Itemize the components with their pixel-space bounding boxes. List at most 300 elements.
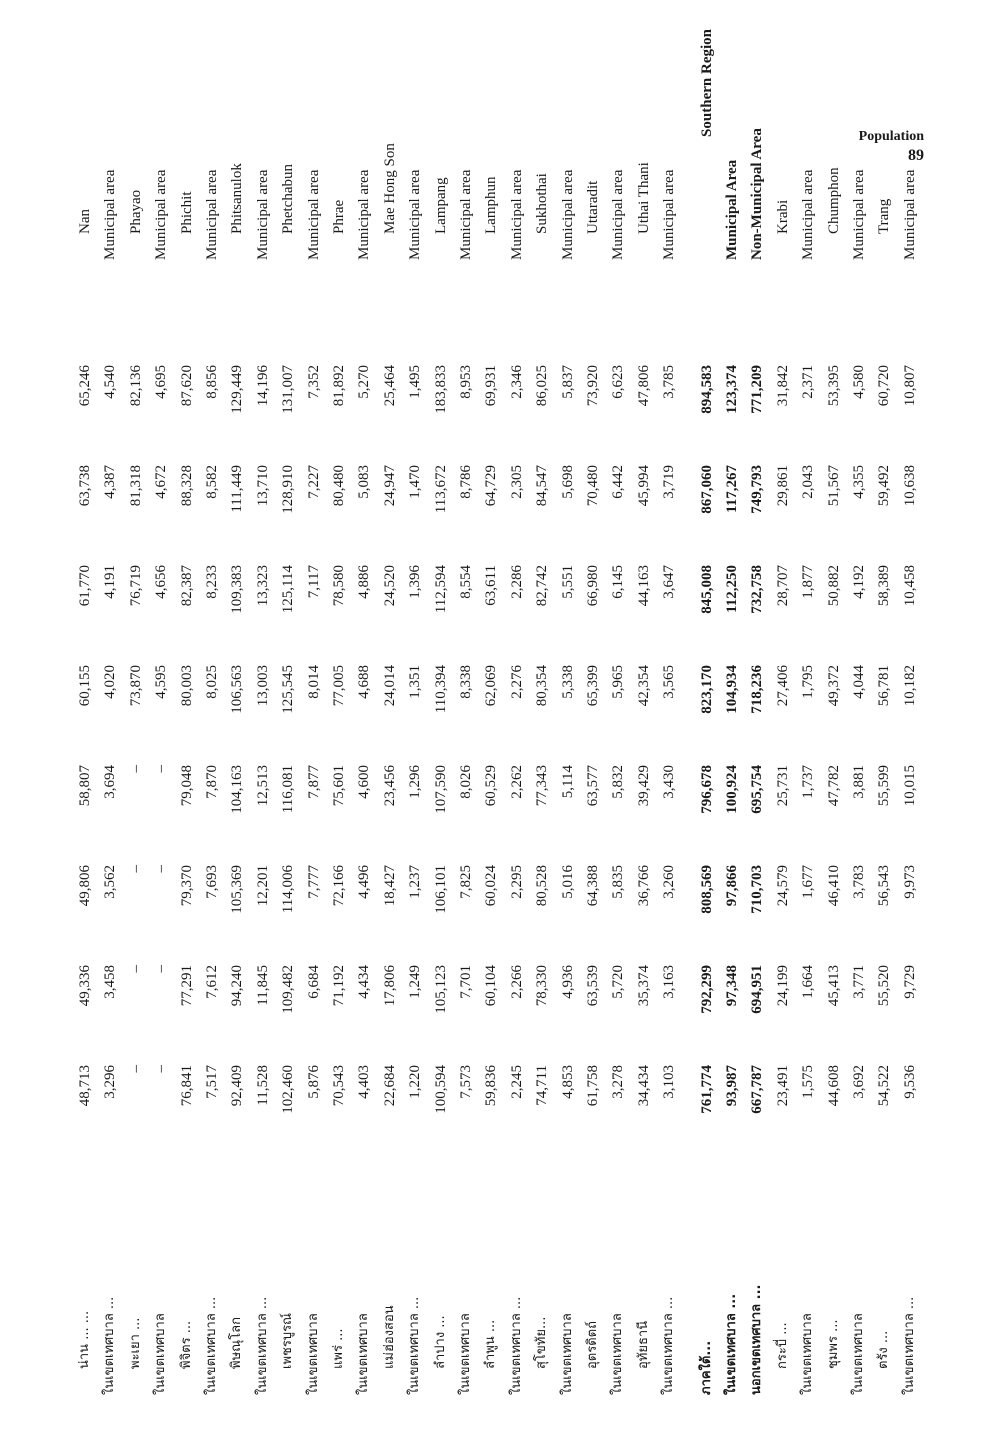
- value-cell: 10,458: [901, 565, 918, 607]
- thai-label: ในเขตเทศบาล ...: [407, 1296, 423, 1395]
- value-cell: 7,352: [305, 365, 322, 399]
- value-cell: 117,267: [724, 465, 740, 513]
- value-cell: 4,540: [102, 365, 119, 399]
- value-cell: 80,528: [534, 865, 551, 907]
- english-label: Municipal area: [254, 169, 271, 260]
- value-cell: 48,713: [77, 1065, 93, 1107]
- value-cell: 106,101: [432, 865, 449, 914]
- value-cell: 5,083: [356, 465, 373, 499]
- english-label: Municipal area: [305, 169, 322, 260]
- value-cell: 69,931: [483, 365, 500, 407]
- value-cell: 39,429: [635, 765, 652, 807]
- english-label: Municipal area: [102, 169, 119, 260]
- value-cell: 2,346: [508, 365, 525, 399]
- table-row: [478, 25, 504, 1395]
- value-cell: 45,413: [825, 965, 842, 1007]
- thai-label: สุโขทัย...: [534, 1316, 550, 1369]
- value-cell: 75,601: [331, 765, 347, 807]
- value-cell: 183,833: [432, 365, 449, 414]
- value-cell: 7,777: [305, 865, 322, 899]
- value-cell: 49,336: [77, 965, 93, 1007]
- value-cell: 86,025: [534, 365, 551, 407]
- value-cell: 46,410: [825, 865, 842, 907]
- value-cell: 3,103: [661, 1065, 678, 1099]
- table-row: [821, 25, 847, 1395]
- value-cell: 7,573: [458, 1065, 474, 1099]
- value-cell: 11,845: [254, 965, 271, 1006]
- value-cell: 771,209: [749, 365, 766, 414]
- value-cell: 4,695: [153, 365, 170, 399]
- table-row: [97, 25, 123, 1395]
- value-cell: 17,806: [381, 965, 398, 1007]
- value-cell: 81,318: [127, 465, 144, 507]
- value-cell: 64,729: [483, 465, 500, 507]
- value-cell: 63,577: [585, 765, 601, 807]
- english-label: Non-Municipal Area: [749, 128, 766, 260]
- value-cell: 718,236: [749, 665, 766, 714]
- value-cell: 4,403: [356, 1065, 373, 1099]
- value-cell: 4,387: [102, 465, 119, 499]
- value-cell: 87,620: [178, 365, 195, 407]
- value-cell: 3,692: [851, 1065, 867, 1099]
- value-cell: 8,338: [458, 665, 474, 699]
- value-cell: –: [127, 1065, 144, 1073]
- value-cell: 73,870: [127, 665, 144, 707]
- value-cell: 78,330: [534, 965, 551, 1007]
- value-cell: 4,355: [851, 465, 867, 499]
- value-cell: 4,192: [851, 565, 867, 599]
- value-cell: 5,876: [305, 1065, 322, 1099]
- thai-label: ลำปาง ...: [432, 1315, 448, 1369]
- value-cell: 6,623: [610, 365, 627, 399]
- english-label: Lamphun: [483, 176, 500, 234]
- table-row: [795, 25, 821, 1395]
- value-cell: 60,529: [483, 765, 500, 807]
- value-cell: 109,482: [280, 965, 297, 1014]
- thai-label: เพชรบูรณ์: [280, 1312, 296, 1369]
- value-cell: 1,249: [407, 965, 424, 999]
- value-cell: 74,711: [534, 1065, 551, 1106]
- value-cell: 36,766: [635, 865, 652, 907]
- table-row: [871, 25, 897, 1395]
- value-cell: 63,611: [483, 565, 500, 606]
- value-cell: 1,575: [800, 1065, 817, 1099]
- value-cell: 73,920: [585, 365, 601, 407]
- thai-label: ในเขตเทศบาล: [800, 1313, 816, 1395]
- value-cell: 62,069: [483, 665, 500, 707]
- value-cell: 4,434: [356, 965, 373, 999]
- value-cell: 1,664: [800, 965, 817, 999]
- value-cell: 1,737: [800, 765, 817, 799]
- value-cell: 18,427: [381, 865, 398, 907]
- value-cell: 113,672: [432, 465, 449, 514]
- value-cell: 7,612: [204, 965, 220, 999]
- thai-label: ในเขตเทศบาล: [851, 1313, 866, 1395]
- value-cell: 97,348: [724, 965, 740, 1007]
- population-table: [68, 25, 928, 1395]
- value-cell: 3,647: [661, 565, 678, 599]
- value-cell: 105,369: [229, 865, 246, 914]
- english-label: Uthai Thani: [635, 162, 652, 234]
- value-cell: 88,328: [178, 465, 195, 507]
- value-cell: 81,892: [331, 365, 347, 407]
- table-row: [605, 25, 631, 1395]
- value-cell: 104,163: [229, 765, 246, 814]
- table-row: [351, 25, 377, 1395]
- value-cell: 9,729: [901, 965, 918, 999]
- value-cell: 1,877: [800, 565, 817, 599]
- value-cell: 61,758: [585, 1065, 601, 1107]
- thai-label: กระบี่ ...: [774, 1322, 790, 1369]
- value-cell: 7,517: [204, 1065, 220, 1099]
- value-cell: 792,299: [698, 965, 715, 1014]
- value-cell: 24,199: [774, 965, 791, 1007]
- value-cell: 2,286: [508, 565, 525, 599]
- value-cell: 796,678: [698, 765, 715, 814]
- value-cell: 70,480: [585, 465, 601, 507]
- table-row: [694, 25, 720, 1395]
- english-label: Uttaradit: [585, 180, 601, 234]
- value-cell: 5,832: [610, 765, 627, 799]
- value-cell: 2,043: [800, 465, 817, 499]
- value-cell: 8,582: [204, 465, 220, 499]
- value-cell: –: [127, 765, 144, 773]
- value-cell: 1,795: [800, 665, 817, 699]
- value-cell: 7,825: [458, 865, 474, 899]
- table-row: [770, 25, 796, 1395]
- thai-label: นอกเขตเทศบาล ...: [749, 1284, 765, 1395]
- value-cell: 80,003: [178, 665, 195, 707]
- value-cell: 47,782: [825, 765, 842, 807]
- table-row: [402, 25, 428, 1395]
- value-cell: 80,480: [331, 465, 347, 507]
- value-cell: 7,227: [305, 465, 322, 499]
- thai-label: แพร่ ...: [331, 1328, 346, 1369]
- value-cell: 64,388: [585, 865, 601, 907]
- value-cell: 9,536: [901, 1065, 918, 1099]
- value-cell: 111,449: [229, 465, 246, 513]
- page-number: 89: [908, 147, 924, 164]
- value-cell: 125,545: [280, 665, 297, 714]
- value-cell: 1,351: [407, 665, 424, 699]
- value-cell: 845,008: [698, 565, 715, 614]
- value-cell: 129,449: [229, 365, 246, 414]
- english-label: Municipal area: [610, 169, 627, 260]
- thai-label: ในเขตเทศบาล: [356, 1313, 372, 1395]
- value-cell: 10,638: [901, 465, 918, 507]
- value-cell: 6,145: [610, 565, 627, 599]
- english-label: Phichit: [178, 191, 195, 234]
- value-cell: 8,786: [458, 465, 474, 499]
- value-cell: 732,758: [749, 565, 766, 614]
- value-cell: 79,370: [178, 865, 195, 907]
- value-cell: 2,371: [800, 365, 817, 399]
- table-row: [301, 25, 327, 1395]
- value-cell: 3,771: [851, 965, 867, 999]
- value-cell: 93,987: [724, 1065, 740, 1107]
- value-cell: 4,191: [102, 565, 119, 599]
- value-cell: 3,163: [661, 965, 678, 999]
- english-label: Nan: [77, 209, 93, 234]
- value-cell: 3,296: [102, 1065, 119, 1099]
- value-cell: 5,698: [559, 465, 576, 499]
- table-row: [72, 25, 98, 1395]
- value-cell: 3,260: [661, 865, 678, 899]
- value-cell: 8,014: [305, 665, 322, 699]
- value-cell: 116,081: [280, 765, 297, 814]
- value-cell: 4,853: [559, 1065, 576, 1099]
- table-row: [897, 25, 923, 1395]
- value-cell: 105,123: [432, 965, 449, 1014]
- value-cell: 49,372: [825, 665, 842, 707]
- value-cell: –: [153, 765, 170, 773]
- thai-label: แม่ฮ่องสอน: [381, 1305, 397, 1369]
- value-cell: 60,720: [876, 365, 893, 407]
- thai-label: ในเขตเทศบาล ...: [254, 1296, 270, 1395]
- value-cell: 2,262: [508, 765, 525, 799]
- value-cell: 13,710: [254, 465, 271, 507]
- english-label: Municipal area: [800, 169, 817, 260]
- value-cell: 4,886: [356, 565, 373, 599]
- value-cell: 34,434: [635, 1065, 652, 1107]
- english-label: Municipal area: [508, 169, 525, 260]
- value-cell: 23,491: [774, 1065, 791, 1107]
- value-cell: 13,323: [254, 565, 271, 607]
- value-cell: 7,701: [458, 965, 474, 999]
- value-cell: 29,861: [774, 465, 791, 507]
- thai-label: พะเยา ...: [127, 1317, 143, 1369]
- value-cell: 4,044: [851, 665, 867, 699]
- value-cell: –: [153, 865, 170, 873]
- value-cell: 60,155: [77, 665, 93, 707]
- value-cell: 894,583: [698, 365, 715, 414]
- value-cell: 4,656: [153, 565, 170, 599]
- thai-label: ในเขตเทศบาล ...: [724, 1293, 739, 1395]
- table-row: [529, 25, 555, 1395]
- english-label: Sukhothai: [534, 173, 551, 234]
- value-cell: 1,220: [407, 1065, 424, 1099]
- english-label: Municipal Area: [724, 159, 740, 260]
- table-row: [744, 25, 770, 1395]
- thai-label: ภาคใต้...: [698, 1340, 714, 1395]
- table-row: [148, 25, 174, 1395]
- table-row: [123, 25, 149, 1395]
- thai-label: ในเขตเทศบาล: [458, 1313, 473, 1395]
- value-cell: 102,460: [280, 1065, 297, 1114]
- value-cell: 10,182: [901, 665, 918, 707]
- value-cell: 12,201: [254, 865, 271, 907]
- value-cell: 56,781: [876, 665, 893, 707]
- value-cell: 1,237: [407, 865, 424, 899]
- value-cell: 47,806: [635, 365, 652, 407]
- english-label: Phitsanulok: [229, 163, 246, 234]
- english-label: Lampang: [432, 177, 449, 234]
- english-label: Phrae: [331, 199, 347, 234]
- table-row: [224, 25, 250, 1395]
- value-cell: 97,866: [724, 865, 740, 907]
- value-cell: 82,742: [534, 565, 551, 607]
- table-row: [656, 25, 682, 1395]
- thai-label: ในเขตเทศบาล ...: [661, 1296, 677, 1395]
- thai-label: น่าน ... ...: [77, 1310, 92, 1369]
- thai-label: ในเขตเทศบาล: [559, 1313, 575, 1395]
- table-row: [428, 25, 454, 1395]
- table-row: [719, 25, 745, 1395]
- table-row: [631, 25, 657, 1395]
- value-cell: –: [127, 965, 144, 973]
- value-cell: 60,024: [483, 865, 500, 907]
- value-cell: 92,409: [229, 1065, 246, 1107]
- value-cell: 114,006: [280, 865, 297, 914]
- value-cell: 55,520: [876, 965, 893, 1007]
- value-cell: 8,025: [204, 665, 220, 699]
- value-cell: 59,492: [876, 465, 893, 507]
- value-cell: 76,719: [127, 565, 144, 607]
- thai-label: ในเขตเทศบาล: [153, 1313, 169, 1395]
- thai-label: ในเขตเทศบาล ...: [901, 1296, 917, 1395]
- value-cell: 45,994: [635, 465, 652, 507]
- value-cell: 7,870: [204, 765, 220, 799]
- thai-label: อุทัยธานี: [635, 1320, 651, 1369]
- value-cell: 1,495: [407, 365, 424, 399]
- thai-label: อุตรดิตถ์: [585, 1321, 600, 1369]
- value-cell: 50,882: [825, 565, 842, 607]
- value-cell: 4,496: [356, 865, 373, 899]
- value-cell: 123,374: [724, 365, 740, 414]
- english-label: Municipal area: [356, 169, 373, 260]
- value-cell: 10,807: [901, 365, 918, 407]
- running-head: Population: [858, 129, 924, 144]
- value-cell: 53,395: [825, 365, 842, 407]
- value-cell: 66,980: [585, 565, 601, 607]
- value-cell: 23,456: [381, 765, 398, 807]
- thai-label: ในเขตเทศบาล: [305, 1313, 321, 1395]
- value-cell: 9,973: [901, 865, 918, 899]
- value-cell: 4,600: [356, 765, 373, 799]
- value-cell: 8,233: [204, 565, 220, 599]
- english-label: Chumphon: [825, 167, 842, 234]
- value-cell: 5,965: [610, 665, 627, 699]
- value-cell: 82,136: [127, 365, 144, 407]
- value-cell: 1,296: [407, 765, 424, 799]
- value-cell: 694,951: [749, 965, 766, 1014]
- value-cell: 82,387: [178, 565, 195, 607]
- value-cell: 112,250: [724, 565, 740, 613]
- value-cell: 77,343: [534, 765, 551, 807]
- value-cell: 24,520: [381, 565, 398, 607]
- value-cell: 80,354: [534, 665, 551, 707]
- value-cell: 22,684: [381, 1065, 398, 1107]
- value-cell: 13,003: [254, 665, 271, 707]
- value-cell: 35,374: [635, 965, 652, 1007]
- thai-label: ในเขตเทศบาล ...: [508, 1296, 524, 1395]
- english-label: Phetchabun: [280, 164, 297, 234]
- value-cell: 63,539: [585, 965, 601, 1007]
- value-cell: 8,554: [458, 565, 474, 599]
- value-cell: 112,594: [432, 565, 449, 614]
- english-label: Municipal area: [153, 169, 170, 260]
- value-cell: 54,522: [876, 1065, 893, 1107]
- value-cell: 25,731: [774, 765, 791, 807]
- value-cell: 2,245: [508, 1065, 525, 1099]
- thai-label: ชุมพร ...: [825, 1319, 841, 1369]
- value-cell: 3,565: [661, 665, 678, 699]
- value-cell: 131,007: [280, 365, 297, 414]
- value-cell: 42,354: [635, 665, 652, 707]
- value-cell: –: [127, 865, 144, 873]
- value-cell: 3,719: [661, 465, 678, 499]
- value-cell: 28,707: [774, 565, 791, 607]
- value-cell: 44,163: [635, 565, 652, 607]
- value-cell: 3,694: [102, 765, 119, 799]
- value-cell: 72,166: [331, 865, 347, 907]
- table-row: [580, 25, 606, 1395]
- value-cell: 58,807: [77, 765, 93, 807]
- value-cell: 94,240: [229, 965, 246, 1007]
- english-label: Krabi: [774, 199, 791, 234]
- value-cell: 6,442: [610, 465, 627, 499]
- english-label: Municipal area: [204, 169, 220, 260]
- english-label: Municipal area: [901, 169, 918, 260]
- value-cell: 749,793: [749, 465, 766, 514]
- value-cell: 79,048: [178, 765, 195, 807]
- table-row: [377, 25, 403, 1395]
- value-cell: 109,383: [229, 565, 246, 614]
- value-cell: 761,774: [698, 1065, 715, 1114]
- value-cell: 24,014: [381, 665, 398, 707]
- value-cell: 63,738: [77, 465, 93, 507]
- thai-label: พิษณุโลก: [229, 1316, 245, 1369]
- value-cell: 2,276: [508, 665, 525, 699]
- table-row: [250, 25, 276, 1395]
- value-cell: 44,608: [825, 1065, 842, 1107]
- value-cell: 3,881: [851, 765, 867, 799]
- value-cell: 78,580: [331, 565, 347, 607]
- value-cell: 71,192: [331, 965, 347, 1007]
- value-cell: 3,783: [851, 865, 867, 899]
- value-cell: 110,394: [432, 665, 449, 714]
- value-cell: 61,770: [77, 565, 93, 607]
- value-cell: 7,693: [204, 865, 220, 899]
- english-label: Municipal area: [559, 169, 576, 260]
- value-cell: 7,877: [305, 765, 322, 799]
- value-cell: 8,953: [458, 365, 474, 399]
- english-label: Municipal area: [458, 169, 474, 260]
- value-cell: 125,114: [280, 565, 297, 614]
- value-cell: 5,338: [559, 665, 576, 699]
- value-cell: 4,672: [153, 465, 170, 499]
- value-cell: 27,406: [774, 665, 791, 707]
- value-cell: 2,305: [508, 465, 525, 499]
- value-cell: 100,594: [432, 1065, 449, 1114]
- value-cell: 25,464: [381, 365, 398, 407]
- value-cell: 8,856: [204, 365, 220, 399]
- value-cell: 1,677: [800, 865, 817, 899]
- value-cell: 4,580: [851, 365, 867, 399]
- value-cell: 3,458: [102, 965, 119, 999]
- value-cell: 12,513: [254, 765, 271, 807]
- table-row: [275, 25, 301, 1395]
- value-cell: 808,569: [698, 865, 715, 914]
- value-cell: 65,399: [585, 665, 601, 707]
- value-cell: 2,295: [508, 865, 525, 899]
- value-cell: 4,936: [559, 965, 576, 999]
- value-cell: 4,020: [102, 665, 119, 699]
- value-cell: 24,579: [774, 865, 791, 907]
- value-cell: 8,026: [458, 765, 474, 799]
- value-cell: 5,270: [356, 365, 373, 399]
- value-cell: 4,595: [153, 665, 170, 699]
